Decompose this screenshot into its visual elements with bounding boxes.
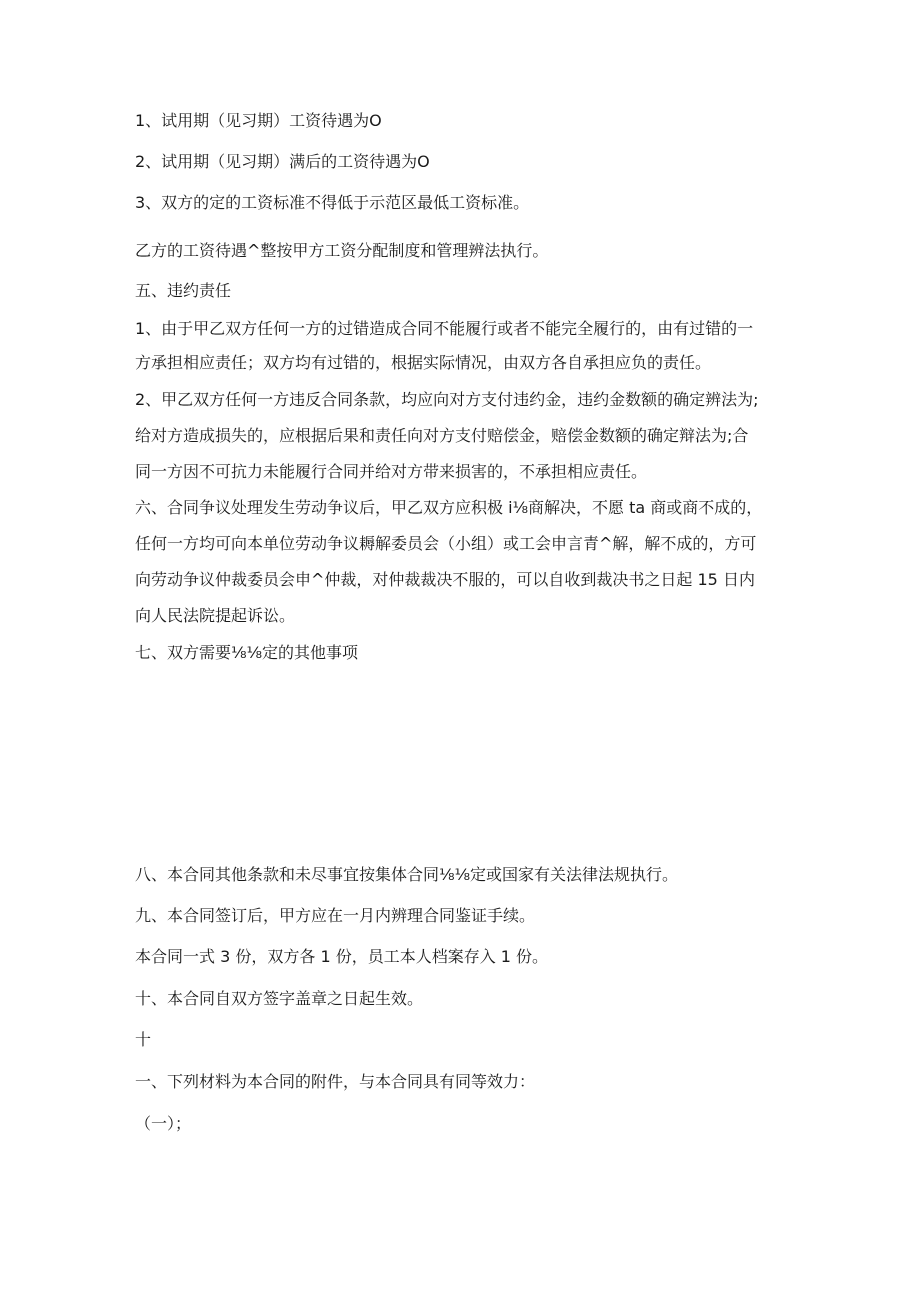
clause-other-terms: 八、本合同其他条款和未尽事宜按集体合同⅛⅛定或国家有关法律法规执行。 <box>135 865 679 884</box>
heading-breach-liability: 五、违约责任 <box>135 281 232 300</box>
dispute-clause-line-1: 六、合同争议处理发生劳动争议后，甲乙双方应积极 i⅛商解决，不愿 ta 商或商不成的， <box>135 498 763 517</box>
attachment-item-1: （一）； <box>135 1114 192 1133</box>
clause-eleven-prefix: 十 <box>135 1030 152 1049</box>
paragraph-wage-adjustment: 乙方的工资待遇^整按甲方工资分配制度和管理辨法执行。 <box>135 241 549 260</box>
breach-clause-2-line-1: 2、甲乙双方任何一方违反合同条款，均应向对方支付违约金，违约金数额的确定辨法为; <box>135 390 759 409</box>
breach-clause-1-line-1: 1、由于甲乙双方任何一方的过错造成合同不能履行或者不能完全履行的，由有过错的一 <box>135 319 754 338</box>
clause-probation-wage: 1、试用期（见习期）工资待遇为O <box>135 111 382 130</box>
heading-other-matters: 七、双方需要⅛⅛定的其他事项 <box>135 643 359 662</box>
dispute-clause-line-3: 向劳动争议仲裁委员会申^仲裁，对仲裁裁决不服的，可以自收到裁决书之日起 15 日内 <box>135 570 755 589</box>
breach-clause-1-line-2: 方承担相应责任；双方均有过错的，根据实际情况，由双方各自承担应负的责任。 <box>135 353 712 372</box>
clause-post-probation-wage: 2、试用期（见习期）满后的工资待遇为O <box>135 152 430 171</box>
paragraph-copies: 本合同一式 3 份，双方各 1 份，员工本人档案存入 1 份。 <box>135 947 549 966</box>
clause-attachments: 一、下列材料为本合同的附件，与本合同具有同等效力： <box>135 1072 536 1091</box>
clause-minimum-wage: 3、双方的定的工资标准不得低于示范区最低工资标准。 <box>135 193 530 212</box>
dispute-clause-line-2: 任何一方均可向本单位劳动争议耨解委员会（小组）或工会申言青^解，解不成的，方可 <box>135 534 757 553</box>
clause-effective-date: 十、本合同自双方签字盖章之日起生效。 <box>135 989 424 1008</box>
breach-clause-2-line-3: 同一方因不可抗力未能履行合同并给对方带来损害的，不承担相应责任。 <box>135 462 648 481</box>
clause-verification: 九、本合同签订后，甲方应在一月内辨理合同鉴证手续。 <box>135 906 536 925</box>
dispute-clause-line-4: 向人民法院提起诉讼。 <box>135 606 296 625</box>
breach-clause-2-line-2: 给对方造成损失的，应根据后果和责任向对方支付赔偿金，赔偿金数额的确定辩法为;合 <box>135 426 749 445</box>
